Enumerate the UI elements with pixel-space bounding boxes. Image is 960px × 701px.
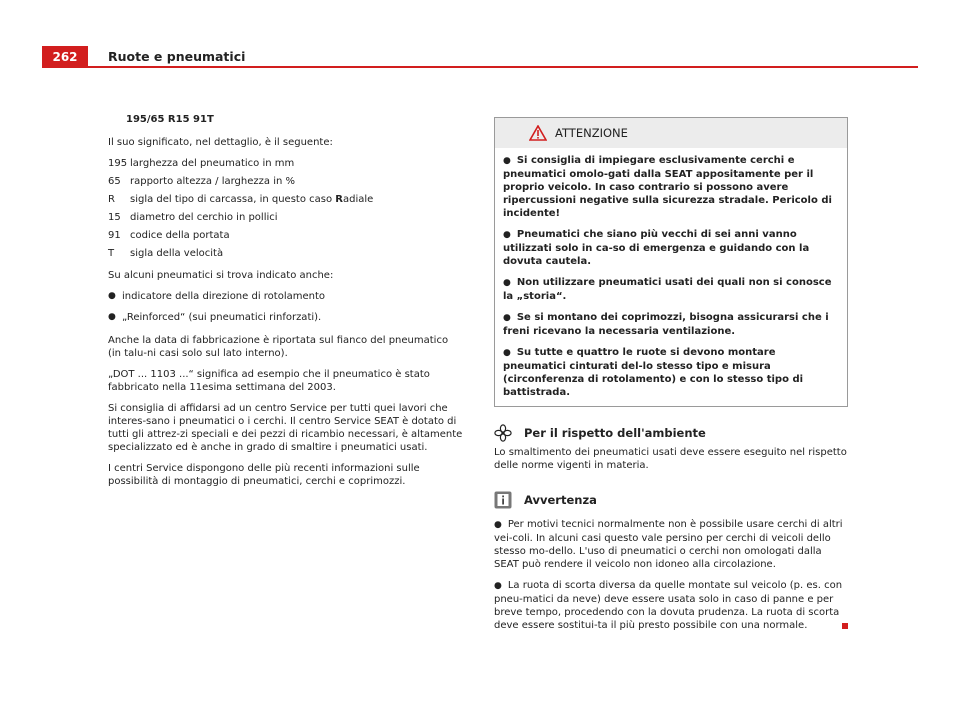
page-title: Ruote e pneumatici [108, 49, 246, 64]
warning-item [503, 154, 839, 220]
bullet-icon: ● [503, 278, 511, 288]
warning-item-text: Se si montano dei coprimozzi, bisogna assicurarsi che i freni ricevano la necessaria ventilazione. [503, 312, 829, 337]
definition-intro: Il suo significato, nel dettaglio, è il seguente: [108, 137, 333, 148]
definition-row [108, 247, 464, 260]
definition-key: 91 [108, 230, 121, 241]
also-intro: Su alcuni pneumatici si trova indicato anche: [108, 270, 334, 281]
note-title: Avvertenza [524, 492, 597, 507]
definition-row [108, 175, 464, 188]
warning-item-text: Su tutte e quattro le ruote si devono montare pneumatici cinturati del-lo stesso tipo e misura (circonferenza di rotolamento) e con lo stesso tipo di battistrada. [503, 347, 804, 398]
tire-code: 195/65 R15 91T [126, 114, 214, 125]
list-item-text: indicatore della direzione di rotolamento [122, 291, 326, 302]
definition-text: rapporto altezza / larghezza in % [130, 176, 295, 187]
bullet-icon: ● [108, 291, 116, 301]
note-item [494, 579, 848, 632]
note-header [494, 490, 848, 510]
page-number: 262 [42, 46, 88, 68]
list-item [108, 290, 464, 303]
note-item-text: La ruota di scorta diversa da quelle montate sul veicolo (p. es. con pneu-matici da neve) deve essere usata solo in caso di panne e per breve tempo, procedendo con la dovuta prudenza. La ruota di scorta deve essere sostitui-ta il più presto possibile con una normale. [494, 580, 843, 631]
warning-header [495, 118, 847, 148]
right-column [494, 117, 848, 632]
environment-title: Per il rispetto dell'ambiente [524, 425, 706, 440]
environment-text: Lo smaltimento dei pneumatici usati deve essere eseguito nel rispetto delle norme vigenti in materia. [494, 447, 847, 471]
definition-text-part: sigla del tipo di carcassa, in questo caso [130, 194, 336, 205]
note-item-text: Per motivi tecnici normalmente non è possibile usare cerchi di altri vei-coli. In alcuni casi questo vale persino per cerchi di veicoli dello stesso mo-dello. L'uso di pneumatici o cerchi non omologati dalla SEAT può rendere il veicolo non idoneo alla circolazione. [494, 519, 843, 570]
definition-text: sigla della velocità [130, 248, 224, 259]
paragraph: I centri Service dispongono delle più recenti informazioni sulle possibilità di montaggio di pneumatici, cerchi e coprimozzi. [108, 463, 420, 487]
warning-item [503, 276, 839, 303]
environment-section [494, 423, 848, 472]
definition-text: diametro del cerchio in pollici [130, 212, 278, 223]
warning-item-text: Pneumatici che siano più vecchi di sei anni vanno utilizzati solo in ca-so di emergenza e guidando con la dovuta cautela. [503, 229, 810, 267]
definition-row [108, 157, 464, 170]
bullet-icon: ● [503, 230, 511, 240]
paragraph: Si consiglia di affidarsi ad un centro Service per tutti quei lavori che interes-sano i pneumatici o i cerchi. Il centro Service SEAT è dotato di tutti gli attrez-zi speciali e dei pezzi di ricambio necessari, è altamente specializzato ed è anche in grado di smaltire i pneumatici usati. [108, 403, 463, 453]
header-rule [42, 66, 918, 68]
warning-item [503, 311, 839, 338]
note-section [494, 490, 848, 632]
definition-text [130, 193, 373, 206]
info-note-icon [494, 491, 512, 509]
environment-header [494, 423, 848, 443]
definition-key: 65 [108, 176, 121, 187]
warning-title: ATTENZIONE [555, 125, 628, 140]
warning-item [503, 228, 839, 268]
definition-key: R [108, 194, 115, 205]
definition-list [108, 157, 464, 260]
paragraph: Anche la data di fabbricazione è riportata sul fianco del pneumatico (in talu-ni casi solo sul lato interno). [108, 335, 449, 359]
bullet-icon: ● [494, 581, 502, 591]
definition-row [108, 211, 464, 224]
definition-row [108, 193, 464, 206]
bullet-icon: ● [503, 313, 511, 323]
definition-bold-letter: R [335, 194, 343, 205]
definition-row [108, 229, 464, 242]
left-column [108, 113, 464, 496]
list-item-text: „Reinforced“ (sui pneumatici rinforzati). [122, 312, 322, 323]
warning-triangle-icon [529, 125, 547, 141]
environment-flower-icon [494, 424, 512, 442]
list-item [108, 311, 464, 324]
end-of-section-marker [842, 623, 848, 629]
bullet-icon: ● [503, 156, 511, 166]
warning-item [503, 346, 839, 399]
definition-key: T [108, 248, 115, 259]
warning-box [494, 117, 848, 407]
paragraph: „DOT ... 1103 ...“ significa ad esempio che il pneumatico è stato fabbricato nella 11esima settimana del 2003. [108, 369, 430, 393]
definition-text-part: adiale [342, 194, 374, 205]
definition-text: larghezza del pneumatico in mm [130, 158, 295, 169]
definition-key: 15 [108, 212, 121, 223]
note-item [494, 518, 848, 571]
bullet-icon: ● [108, 312, 116, 322]
warning-item-text: Non utilizzare pneumatici usati dei quali non si conosce la „storia“. [503, 277, 832, 302]
bullet-icon: ● [503, 348, 511, 358]
bullet-icon: ● [494, 520, 502, 530]
definition-text: codice della portata [130, 230, 230, 241]
warning-item-text: Si consiglia di impiegare esclusivamente cerchi e pneumatici omolo-gati dalla SEAT appositamente per il proprio veicolo. In caso contrario si possono avere ripercussioni negative sulla sicurezza stradale. Pericolo di incidente! [503, 155, 832, 219]
definition-key: 195 [108, 158, 128, 169]
warning-body [495, 148, 847, 406]
